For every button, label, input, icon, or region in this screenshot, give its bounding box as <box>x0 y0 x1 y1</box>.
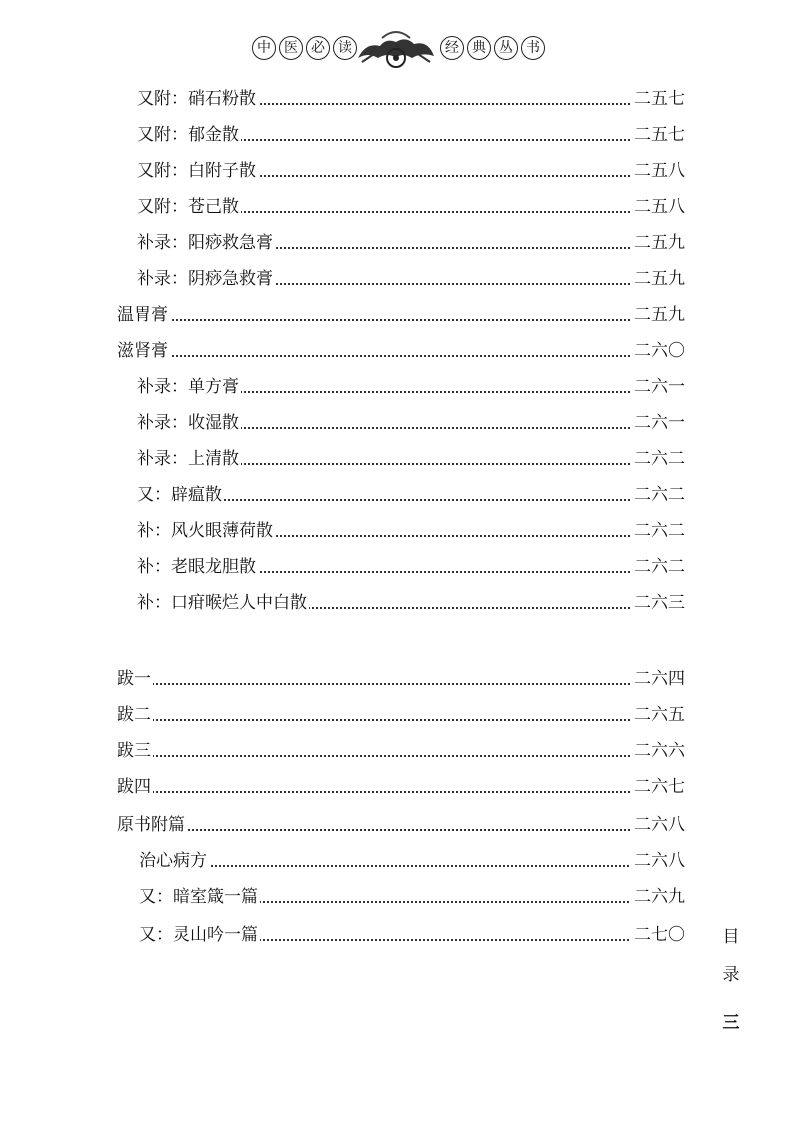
header-char: 必 <box>306 36 330 60</box>
dot-leader <box>117 755 685 757</box>
toc-entry-page: 二六三 <box>631 588 685 618</box>
toc-entry-page: 二五八 <box>631 192 685 222</box>
toc-entry <box>137 588 685 618</box>
toc-entry-page: 二五七 <box>631 120 685 150</box>
toc-entry <box>139 882 685 912</box>
toc-entry-title: 跋四 <box>117 772 153 802</box>
toc-entry <box>139 846 685 876</box>
dot-leader <box>117 719 685 721</box>
toc-entry-title: 又：辟瘟散 <box>137 480 224 510</box>
toc-entry-title: 又附：郁金散 <box>137 120 241 150</box>
header-char: 中 <box>252 36 276 60</box>
toc-entry-title: 补录：单方膏 <box>137 372 241 402</box>
toc-entry <box>117 336 685 366</box>
header-char: 经 <box>440 36 464 60</box>
toc-entry <box>137 84 685 114</box>
toc-entry <box>137 552 685 582</box>
toc-entry-title: 补：口疳喉烂人中白散 <box>137 588 309 618</box>
toc-entry <box>137 408 685 438</box>
toc-entry-title: 又附：苍己散 <box>137 192 241 222</box>
toc-entry-page: 二六二 <box>631 516 685 546</box>
toc-entry-title: 跋二 <box>117 700 153 730</box>
toc-entry-title: 跋三 <box>117 736 153 766</box>
dot-leader <box>117 829 685 831</box>
toc-entry-page: 二六六 <box>631 736 685 766</box>
toc-entry <box>117 700 685 730</box>
toc-entry-page: 二六一 <box>631 372 685 402</box>
toc-entry <box>139 920 685 950</box>
toc-entry-page: 二六二 <box>631 552 685 582</box>
toc-entry-page: 二六九 <box>631 882 685 912</box>
toc-entry <box>137 264 685 294</box>
toc-entry-page: 二六〇 <box>631 336 685 366</box>
toc-entry-page: 二五九 <box>631 264 685 294</box>
page-number: 三 <box>722 1013 740 1033</box>
toc-entry-page: 二六八 <box>631 810 685 840</box>
toc-entry <box>137 444 685 474</box>
toc-entry-title: 补录：上清散 <box>137 444 241 474</box>
toc-entry <box>137 372 685 402</box>
toc-entry <box>137 156 685 186</box>
toc-entry <box>137 516 685 546</box>
toc-entry <box>117 810 685 840</box>
toc-entry-page: 二六二 <box>631 444 685 474</box>
toc-entry <box>137 228 685 258</box>
toc-entry-page: 二七〇 <box>631 920 685 950</box>
header-char: 读 <box>333 36 357 60</box>
toc-entry-title: 又：暗室箴一篇 <box>139 882 260 912</box>
toc-entry <box>117 772 685 802</box>
toc-entry-title: 又附：硝石粉散 <box>137 84 258 114</box>
toc-entry <box>117 300 685 330</box>
toc-entry <box>137 192 685 222</box>
header-char: 书 <box>521 36 545 60</box>
toc-entry <box>117 736 685 766</box>
toc-entry-page: 二五八 <box>631 156 685 186</box>
toc-entry-title: 又附：白附子散 <box>137 156 258 186</box>
header-char: 医 <box>279 36 303 60</box>
dot-leader <box>139 865 685 867</box>
dot-leader <box>117 355 685 357</box>
toc-entry <box>137 480 685 510</box>
toc-entry-page: 二五九 <box>631 300 685 330</box>
toc-entry <box>137 120 685 150</box>
toc-entry-title: 补录：阴痧急救膏 <box>137 264 275 294</box>
toc-entry-title: 又：灵山吟一篇 <box>139 920 260 950</box>
toc-entry-page: 二六一 <box>631 408 685 438</box>
toc-entry-page: 二五七 <box>631 84 685 114</box>
side-label-char: 目 <box>722 927 740 947</box>
dot-leader <box>117 319 685 321</box>
header-char: 丛 <box>494 36 518 60</box>
toc-entry-page: 二六八 <box>631 846 685 876</box>
toc-entry-page: 二五九 <box>631 228 685 258</box>
header-char: 典 <box>467 36 491 60</box>
toc-entry-title: 温胃膏 <box>117 300 170 330</box>
toc-entry-title: 补录：收湿散 <box>137 408 241 438</box>
side-label-char: 录 <box>722 965 740 985</box>
toc-entry-page: 二六四 <box>631 664 685 694</box>
dot-leader <box>117 683 685 685</box>
toc-entry-title: 补：风火眼薄荷散 <box>137 516 275 546</box>
toc-entry-title: 跋一 <box>117 664 153 694</box>
toc-entry-title: 原书附篇 <box>117 810 187 840</box>
toc-entry-title: 补：老眼龙胆散 <box>137 552 258 582</box>
toc-entry-page: 二六五 <box>631 700 685 730</box>
toc-entry-title: 补录：阳痧救急膏 <box>137 228 275 258</box>
toc-entry <box>117 664 685 694</box>
toc-entry-page: 二六七 <box>631 772 685 802</box>
toc-entry-title: 治心病方 <box>139 846 209 876</box>
dot-leader <box>117 791 685 793</box>
toc-entry-page: 二六二 <box>631 480 685 510</box>
toc-entry-title: 滋肾膏 <box>117 336 170 366</box>
